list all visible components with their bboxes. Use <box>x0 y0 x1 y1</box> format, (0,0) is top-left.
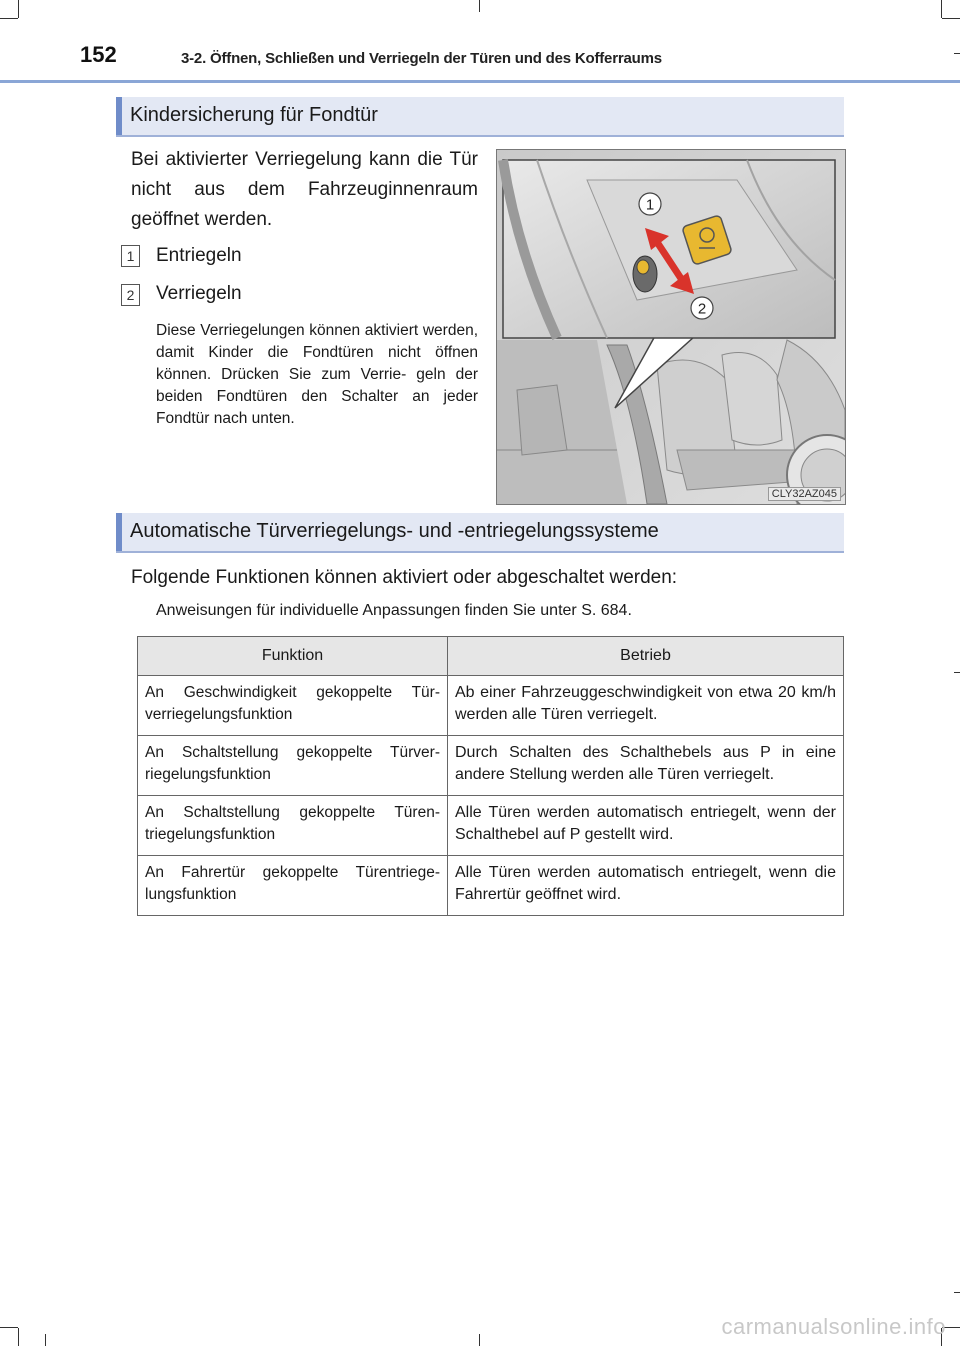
operation-cell: Durch Schalten des Schalthebels aus P in eine andere Stellung werden alle Türen verriegelt. <box>448 736 844 796</box>
section-heading-auto-lock <box>116 513 844 553</box>
section-title: Automatische Türverriegelungs- und -entriegelungssysteme <box>130 520 659 542</box>
watermark: carmanualsonline.info <box>721 1314 946 1339</box>
function-cell: An Schaltstellung gekoppelte Türver- riegelungsfunktion <box>138 736 448 796</box>
operation-cell: Alle Türen werden automatisch entriegelt, wenn der Schalthebel auf P gestellt wird. <box>448 796 844 856</box>
table-row <box>138 856 844 916</box>
function-cell: An Schaltstellung gekoppelte Türen- triegelungsfunktion <box>138 796 448 856</box>
crop-mark <box>18 0 19 18</box>
table-header-row <box>138 637 844 676</box>
function-table <box>137 636 844 916</box>
crop-mark <box>479 1334 480 1346</box>
customization-note: Anweisungen für individuelle Anpassungen finden Sie unter S. 684. <box>156 602 632 619</box>
item-number-badge: 1 <box>121 245 140 267</box>
crop-mark <box>954 672 960 673</box>
crop-mark <box>0 18 18 19</box>
section-intro: Folgende Funktionen können aktiviert oder abgeschaltet werden: <box>131 567 678 588</box>
crop-mark <box>0 1327 18 1328</box>
column-header-operation: Betrieb <box>448 637 844 676</box>
item-number-badge: 2 <box>121 284 140 306</box>
crop-mark <box>942 18 960 19</box>
crop-mark <box>954 53 960 54</box>
table-row <box>138 676 844 736</box>
callout-label: 1 <box>645 196 655 214</box>
operation-cell: Alle Türen werden automatisch entriegelt, wenn die Fahrertür geöffnet wird. <box>448 856 844 916</box>
header-rule <box>0 80 960 83</box>
section-title: Kindersicherung für Fondtür <box>130 104 378 126</box>
illustration-svg <box>497 150 845 504</box>
crop-mark <box>45 1334 46 1346</box>
figure-code: CLY32AZ045 <box>768 487 841 501</box>
section-note: Diese Verriegelungen können aktiviert werden, damit Kinder die Fondtüren nicht öffnen können. Drücken Sie zum Verrie- geln der beiden Fondtüren den Schalter an jeder Fondtür nach unten. <box>156 322 478 427</box>
function-cell: An Fahrertür gekoppelte Türentriege- lungsfunktion <box>138 856 448 916</box>
operation-cell: Ab einer Fahrzeuggeschwindigkeit von etwa 20 km/h werden alle Türen verriegelt. <box>448 676 844 736</box>
table-row <box>138 796 844 856</box>
item-label-lock: Verriegeln <box>156 283 242 304</box>
crop-mark <box>479 0 480 12</box>
function-cell: An Geschwindigkeit gekoppelte Tür- verriegelungsfunktion <box>138 676 448 736</box>
column-header-function: Funktion <box>138 637 448 676</box>
page-number: 152 <box>80 42 117 67</box>
callout-label: 2 <box>697 300 707 318</box>
door-lock-illustration <box>496 149 846 505</box>
crop-mark <box>941 0 942 18</box>
section-heading-child-lock <box>116 97 844 137</box>
crop-mark <box>954 1292 960 1293</box>
section-intro: Bei aktivierter Verriegelung kann die Tür nicht aus dem Fahrzeuginnenraum geöffnet werden. <box>131 149 478 230</box>
item-label-unlock: Entriegeln <box>156 245 242 266</box>
chapter-title: 3-2. Öffnen, Schließen und Verriegeln der Türen und des Kofferraums <box>181 50 662 67</box>
crop-mark <box>18 1328 19 1346</box>
table-row <box>138 736 844 796</box>
